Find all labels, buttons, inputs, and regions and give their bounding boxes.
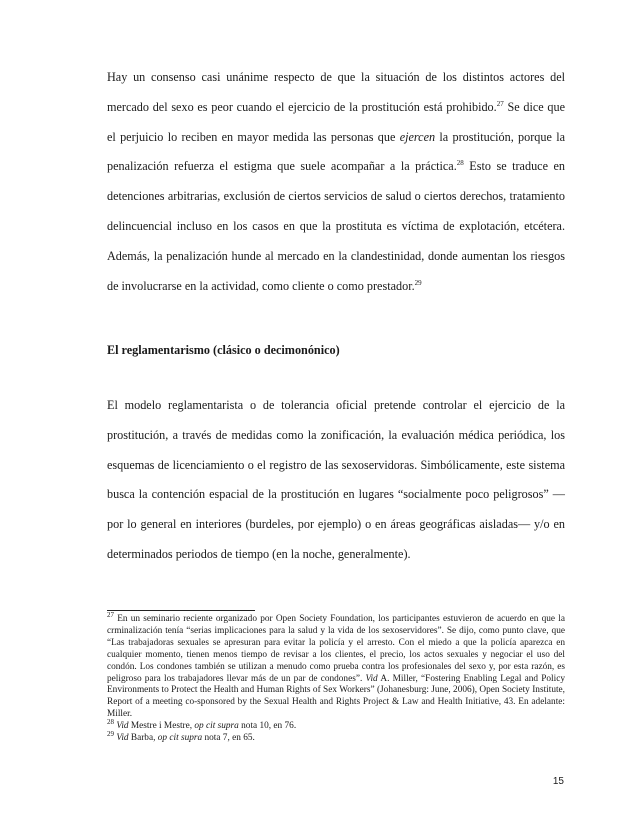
footnote-29-vid: Vid: [116, 733, 129, 744]
page-number: 15: [552, 776, 564, 787]
footnote-29: [107, 729, 565, 745]
p1-emphasis-ejercen: ejercen: [399, 129, 436, 144]
footnote-28-text-a: Mestre i Mestre,: [128, 721, 195, 732]
footnote-28-text-b: nota 10, en 76.: [238, 721, 297, 732]
footnote-27-text-a: En un seminario reciente organizado por Open Society Foundation, los participantes estuvieron de acuerdo en que la crminalización tenía “serias implicaciones para la salud y la vida de los sexoservidores”. Se dijo, como punto clave, que “Las trabajadoras sexuales se apresuran para evitar la policía y el arresto. Con el miedo a que la policía aparezca en cualquier momento, tienen menos tiempo de revisar a los clientes, el precio, los actos sexuales y negociar el uso del condón. Los condones también se utilizan a menudo como prueba contra los profesionales del sexo y, por esta razón, es peligroso para los trabajadores llevar más de un par de condones”.: [107, 614, 565, 684]
p1-sentence-3: Esto se traduce en detenciones arbitrarias, exclusión de ciertos servicios de salud o ciertos derechos, tratamiento delincuencial incluso en los casos en que la prostituta es víctima de explotación, etcétera. Además, la penalización hunde al mercado en la clandestinidad, donde aumentan los riesgos de involucrarse en la actividad, como cliente o como prestador.: [107, 159, 565, 293]
p1-sentence-1: Hay un consenso casi unánime respecto de que la situación de los distintos actores del mercado del sexo es peor cuando el ejercicio de la prostitución está prohibido.: [107, 70, 565, 114]
footnote-27-vid: Vid: [365, 673, 378, 684]
footnote-28: [107, 718, 565, 733]
footnote-ref-28[interactable]: 28: [456, 159, 464, 168]
p1-sentence-2b: la prostitución, porque la penalización refuerza el estigma que suele acompañar a la práctica.: [107, 129, 565, 174]
footnotes-block: [107, 610, 565, 745]
footnote-separator: [107, 610, 255, 611]
footnote-ref-27[interactable]: 27: [496, 99, 504, 108]
footnote-29-op-cit: op cit supra: [157, 733, 203, 744]
footnote-28-vid: Vid: [116, 721, 129, 732]
footnote-28-op-cit: op cit supra: [194, 721, 239, 732]
footnote-29-text-b: nota 7, en 65.: [202, 733, 255, 744]
footnote-27: [107, 610, 565, 721]
section-heading: El reglamentarismo (clásico o decimonónico): [107, 343, 340, 357]
footnote-number-29: 29: [107, 729, 114, 738]
paragraph-reglamentarismo: El modelo reglamentarista o de tolerancia oficial pretende controlar el ejercicio de la prostitución, a través de medidas como la zonificación, la evaluación médica periódica, los esquemas de licenciamiento o el registro de las sexoservidoras. Simbólicamente, este sistema busca la contención espacial de la prostitución en lugares “socialmente poco peligrosos” —por lo general en interiores (burdeles, por ejemplo) o en áreas geográficas aisladas— y/o en determinados periodos de tiempo (en la noche, generalmente).: [107, 398, 565, 561]
footnote-ref-29[interactable]: 29: [414, 278, 422, 287]
p1-sentence-2a: Se dice que el perjuicio lo reciben en mayor medida las personas que: [107, 99, 565, 144]
footnote-number-27: 27: [107, 610, 114, 619]
footnote-29-text-a: Barba,: [128, 733, 158, 744]
footnote-number-28: 28: [107, 718, 114, 727]
footnote-27-text-b: A. Miller, “Fostering Enabling Legal and Policy Environments to Protect the Health and Human Rights of Sex Workers” (Johanesburg: June, 2006), Open Society Institute, Report of a meeting co-sponsored by the Sexual Health and Rights Project & Law and Health Initiative, 43. En adelante: Miller.: [107, 673, 565, 720]
paragraph-prohibition: [107, 63, 565, 301]
